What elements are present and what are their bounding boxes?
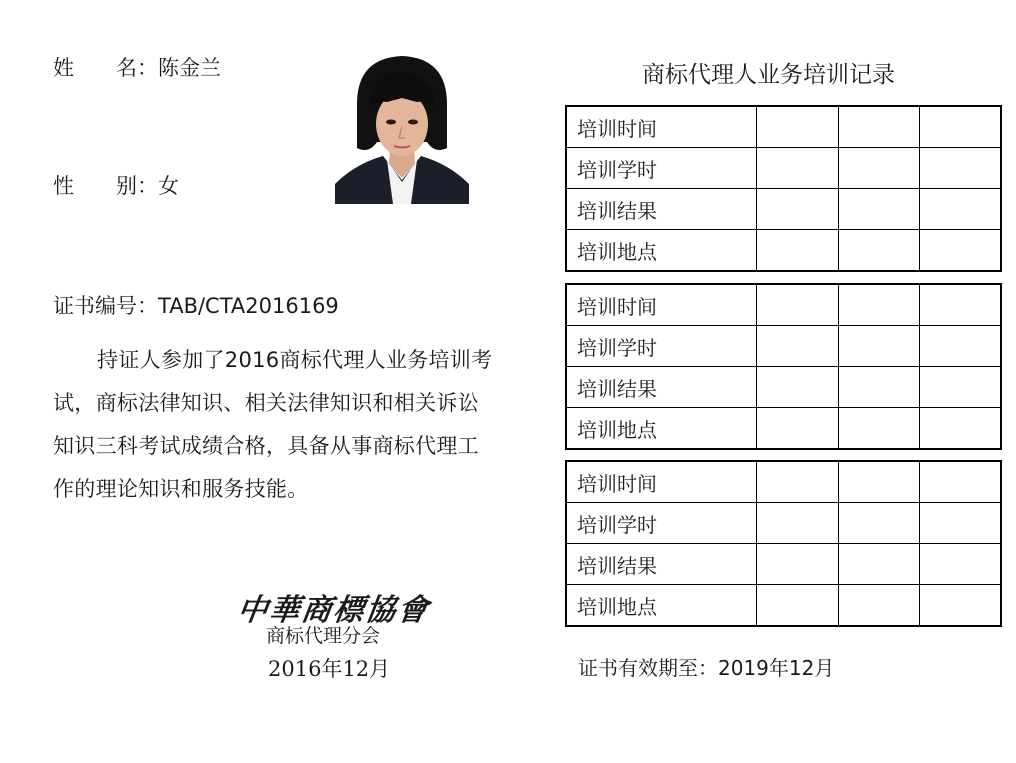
table-row — [566, 367, 1001, 408]
row-label: 培训地点 — [566, 585, 756, 627]
row-label: 培训结果 — [566, 544, 756, 585]
row-label: 培训地点 — [566, 230, 756, 272]
table-cell — [756, 585, 838, 627]
issue-date: 2016年12月 — [268, 657, 391, 681]
table-cell — [919, 461, 1001, 503]
table-row — [566, 106, 1001, 148]
table-cell — [919, 326, 1001, 367]
table-row — [566, 544, 1001, 585]
table-cell — [919, 367, 1001, 408]
row-label: 培训学时 — [566, 326, 756, 367]
row-label: 培训结果 — [566, 367, 756, 408]
table-cell — [919, 503, 1001, 544]
row-label: 培训地点 — [566, 408, 756, 450]
name-value: 陈金兰 — [158, 56, 221, 80]
table-cell — [919, 585, 1001, 627]
table-row — [566, 585, 1001, 627]
row-label: 培训时间 — [566, 106, 756, 148]
row-label: 培训时间 — [566, 461, 756, 503]
gender-label: 性 别： — [53, 174, 158, 198]
table-cell — [838, 106, 919, 148]
table-cell — [756, 461, 838, 503]
training-record-table-3 — [565, 460, 1002, 627]
table-cell — [756, 284, 838, 326]
training-record-table-1 — [565, 105, 1002, 272]
table-row — [566, 503, 1001, 544]
validity-row — [578, 652, 834, 681]
certificate-number: TAB/CTA2016169 — [158, 294, 339, 318]
table-cell — [838, 326, 919, 367]
table-cell — [756, 148, 838, 189]
table-cell — [919, 148, 1001, 189]
table-cell — [919, 544, 1001, 585]
gender-row — [53, 173, 179, 199]
table-cell — [919, 408, 1001, 450]
table-cell — [838, 503, 919, 544]
table-cell — [756, 503, 838, 544]
training-record-table-2 — [565, 283, 1002, 450]
table-cell — [756, 230, 838, 272]
table-cell — [756, 367, 838, 408]
certificate-number-label: 证书编号： — [53, 294, 158, 318]
name-row — [53, 55, 221, 81]
table-row — [566, 148, 1001, 189]
table-cell — [838, 148, 919, 189]
validity-date: 2019年12月 — [718, 656, 835, 680]
issuer-branch: 商标代理分会 — [266, 625, 381, 647]
table-cell — [919, 284, 1001, 326]
table-cell — [756, 189, 838, 230]
training-record-title: 商标代理人业务培训记录 — [642, 62, 895, 88]
table-row — [566, 230, 1001, 272]
row-label: 培训结果 — [566, 189, 756, 230]
certificate-statement: 持证人参加了2016商标代理人业务培训考试，商标法律知识、相关法律知识和相关诉讼知识三科考试成绩合格，具备从事商标代理工作的理论知识和服务技能。 — [53, 348, 493, 501]
table-cell — [838, 367, 919, 408]
certificate-number-row — [53, 293, 339, 319]
table-row — [566, 408, 1001, 450]
table-cell — [838, 189, 919, 230]
table-row — [566, 284, 1001, 326]
name-label: 姓 名： — [53, 56, 158, 80]
table-cell — [838, 461, 919, 503]
table-cell — [919, 230, 1001, 272]
table-row — [566, 189, 1001, 230]
table-cell — [756, 544, 838, 585]
table-cell — [838, 284, 919, 326]
table-cell — [838, 230, 919, 272]
validity-label: 证书有效期至： — [578, 656, 718, 680]
table-cell — [756, 326, 838, 367]
row-label: 培训时间 — [566, 284, 756, 326]
table-cell — [838, 585, 919, 627]
issuer-calligraphy-logo: 中華商標協會 — [235, 593, 432, 628]
table-cell — [919, 106, 1001, 148]
table-cell — [919, 189, 1001, 230]
table-cell — [756, 408, 838, 450]
gender-value: 女 — [158, 174, 179, 198]
table-row — [566, 461, 1001, 503]
table-cell — [838, 408, 919, 450]
table-cell — [838, 544, 919, 585]
portrait-photo — [335, 52, 469, 204]
table-cell — [756, 106, 838, 148]
row-label: 培训学时 — [566, 148, 756, 189]
row-label: 培训学时 — [566, 503, 756, 544]
table-row — [566, 326, 1001, 367]
